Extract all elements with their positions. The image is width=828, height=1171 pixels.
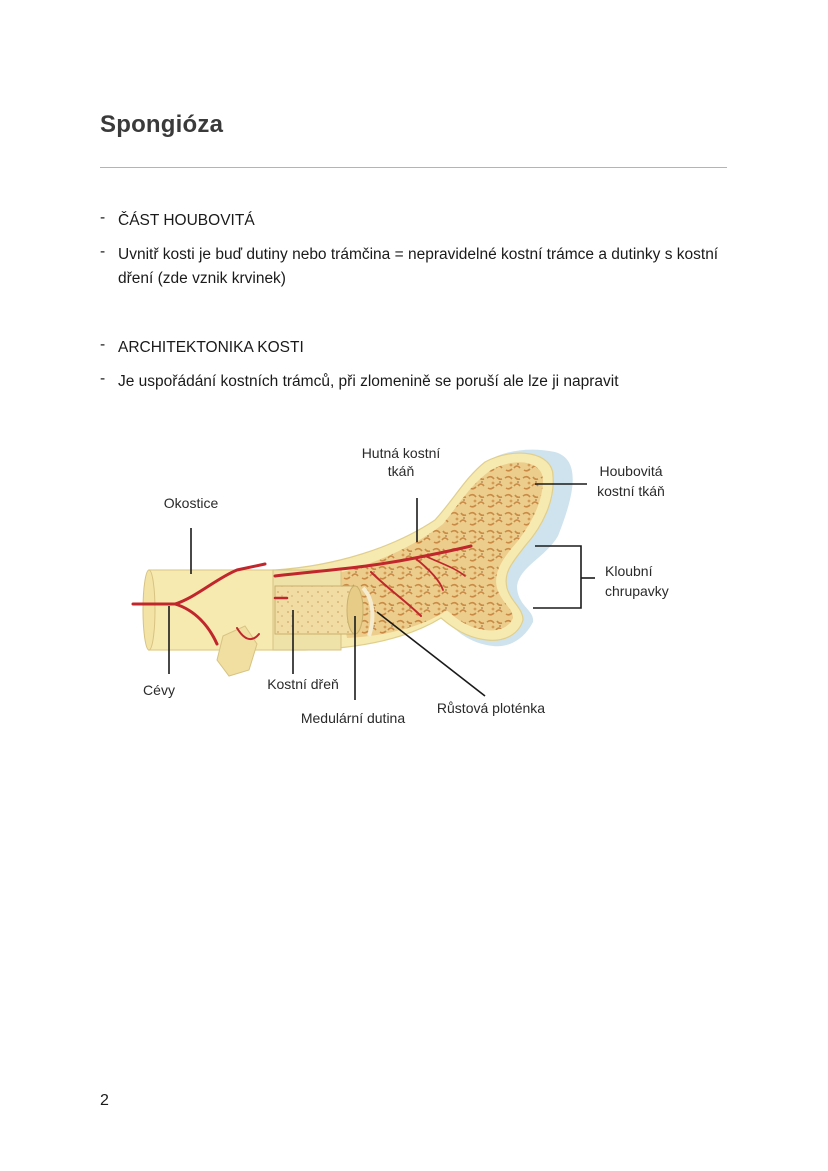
label-medularni: Medulární dutina [300, 710, 406, 726]
bone-structure-diagram [125, 438, 705, 738]
bullet-text: Uvnitř kosti je buď dutiny nebo trámčina = nepravidelné kostní trámce a dutinky s kostní dření (zde vznik krvinek) [118, 246, 719, 287]
label-houbovita-1: Houbovitá [599, 463, 663, 479]
medullary-cavity [275, 586, 355, 634]
page-title: Spongióza [100, 111, 224, 138]
bullet-text: Je uspořádání kostních trámců, při zlomenině se poruší ale lze ji napravit [118, 373, 619, 390]
bullet-dash: - [100, 243, 106, 260]
label-hutna-2: tkáň [387, 463, 415, 479]
bullet-dash: - [100, 209, 106, 226]
label-kostni-dren: Kostní dřeň [267, 676, 339, 692]
label-houbovita-2: kostní tkáň [597, 483, 665, 499]
bullet-dash: - [100, 336, 106, 353]
title-divider [100, 167, 727, 168]
bullet-item [100, 336, 730, 360]
bone-diagram-svg [125, 438, 705, 738]
bullet-item [100, 209, 730, 233]
label-okostice: Okostice [163, 495, 219, 511]
label-kloubni-1: Kloubní [605, 563, 653, 579]
shaft-end-cap [143, 570, 155, 650]
page-number: 2 [100, 1092, 109, 1109]
label-hutna-1: Hutná kostní [361, 445, 441, 461]
bullet-text: ČÁST HOUBOVITÁ [118, 212, 255, 229]
label-cevy: Cévy [143, 682, 175, 698]
bullet-text: ARCHITEKTONIKA KOSTI [118, 339, 304, 356]
label-kloubni-2: chrupavky [605, 583, 669, 599]
bullet-item [100, 370, 730, 394]
bullet-item [100, 243, 730, 291]
bullet-dash: - [100, 370, 106, 387]
label-rustova: Růstová ploténka [436, 700, 546, 716]
